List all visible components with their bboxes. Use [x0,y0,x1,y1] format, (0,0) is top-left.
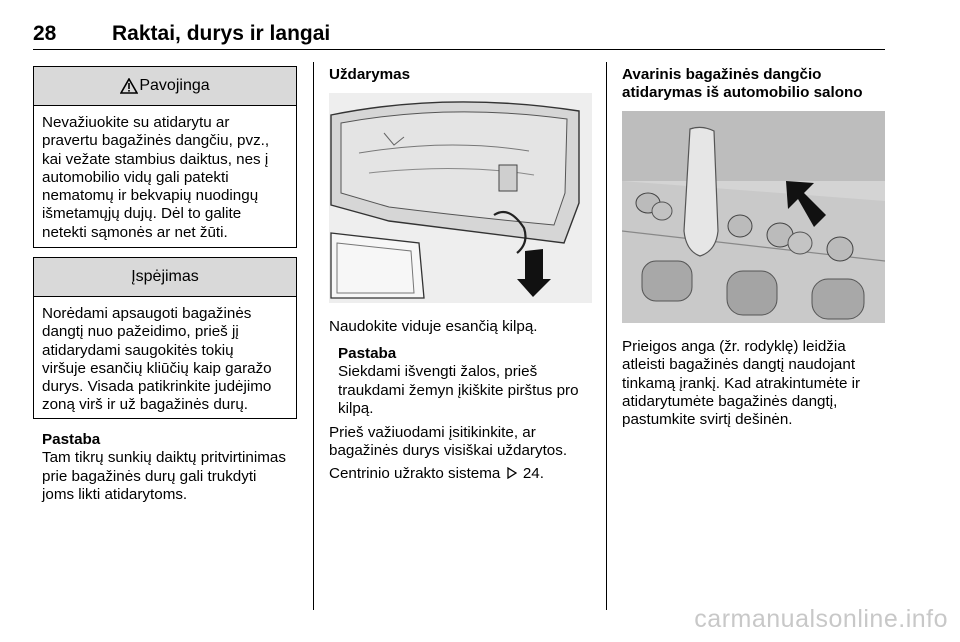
danger-line: Nevažiuokite su atidarytu ar [42,114,230,131]
caution-line: Norėdami apsaugoti bagažinės [42,305,252,322]
section-heading-emergency [622,66,863,103]
emergency-release-illustration [622,111,885,323]
emergency-heading-line: Avarinis bagažinės dangčio [622,66,822,83]
page-title: Raktai, durys ir langai [112,22,331,45]
emergency-line: pastumkite svirtį dešinėn. [622,411,793,429]
left-note-line: joms likti atidarytoms. [42,485,188,503]
central-lock-page[interactable]: 24. [522,465,544,482]
header-rule [33,49,885,50]
caution-box-body [34,297,296,425]
warning-triangle-icon [120,78,138,94]
closing-check-paragraph [329,424,567,461]
central-lock-text: Centrinio užrakto sistema [329,465,501,482]
danger-line: nematomų ir bekvapių nuodingų [42,187,259,205]
tailgate-closing-illustration [329,93,592,303]
emergency-line: tinkamą įrankį. Kad atrakintumėte ir [622,374,861,392]
left-note-line: Tam tikrų sunkių daiktų pritvirtinimas [42,449,286,467]
middle-note-line: Siekdami išvengti žalos, prieš [338,363,538,381]
danger-box-header [34,67,296,106]
danger-box [33,66,297,248]
page-number: 28 [33,22,57,45]
caution-line: durys. Visada patikrinkite judėjimo [42,378,272,396]
emergency-heading-line: atidarymas iš automobilio salono [622,84,863,102]
emergency-line: Prieigos anga (žr. rodyklę) leidžia [622,338,846,355]
emergency-line: atleisti bagažinės dangtį naudojant [622,356,856,374]
middle-note-line: kilpą. [338,399,374,417]
caution-box-title: Įspėjimas [131,268,199,285]
danger-line: išmetamųjų dujų. Dėl to galite [42,205,242,223]
watermark: carmanualsonline.info [694,605,948,633]
section-heading-closing: Uždarymas [329,66,411,83]
caution-line: atidarydami saugokitės tokių [42,341,234,359]
left-note-line: prie bagažinės durų gali trukdyti [42,467,257,485]
middle-note-title: Pastaba [338,345,397,362]
caution-box [33,257,297,419]
danger-line: automobilio vidų gali patekti [42,168,229,186]
danger-line: pravertu bagažinės dangčiu, pvz., [42,132,270,150]
closing-instruction: Naudokite viduje esančią kilpą. [329,318,538,335]
caution-line: zoną virš ir už bagažinės durų. [42,396,248,414]
danger-box-body [34,106,296,252]
left-note-title: Pastaba [42,431,101,448]
caution-line: viršuje esančių kliūčių kaip garažo [42,359,272,377]
column-divider-1 [313,62,314,610]
emergency-line: atidarytumėte bagažinės dangtį, [622,392,838,410]
caution-line: dangtį nuo pažeidimo, prieš jį [42,323,239,341]
danger-box-title: Pavojinga [139,77,210,94]
column-divider-2 [606,62,607,610]
central-lock-reference [329,465,544,483]
danger-line: kai vežate stambius daiktus, nes į [42,150,269,168]
middle-note [338,345,600,418]
caution-box-header [34,258,296,297]
closing-check-line: Prieš važiuodami įsitikinkite, ar [329,424,536,441]
page-reference-arrow-icon [507,467,517,479]
left-note [42,431,308,504]
danger-line: netekti sąmonės ar net žūti. [42,223,228,241]
middle-note-line: traukdami žemyn įkiškite pirštus pro [338,381,579,399]
emergency-release-paragraph [622,338,860,429]
closing-check-line: bagažinės durys visiškai uždarytos. [329,442,568,460]
